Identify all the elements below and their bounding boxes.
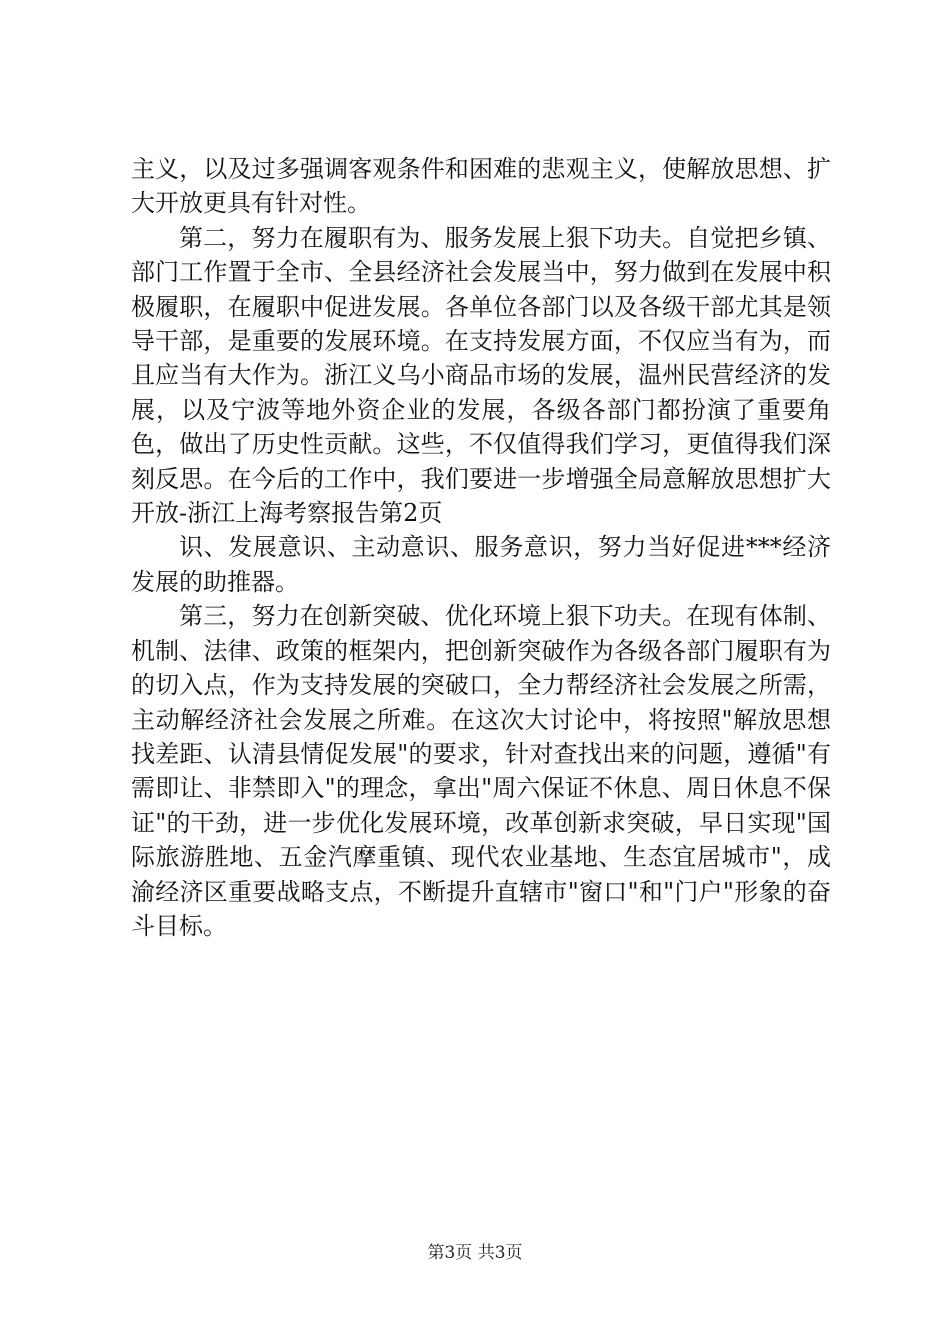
paragraph-continuation: 主义，以及过多强调客观条件和困难的悲观主义，使解放思想、扩大开放更具有针对性。	[131, 155, 831, 218]
paragraph-second-point: 第二，努力在履职有为、服务发展上狠下功夫。自觉把乡镇、部门工作置于全市、全县经济社会发展当中，努力做到在发展中积极履职，在履职中促进发展。各单位各部门以及各级干部尤其是领导干部，是重要的发展环境。在支持发展方面，不仅应当有为，而且应当有大作为。浙江义乌小商品市场的发展，温州民营经济的发展，以及宁波等地外资企业的发展，各级各部门都扮演了重要角色，做出了历史性贡献。这些，不仅值得我们学习，更值得我们深刻反思。在今后的工作中，我们要进一步增强全局意解放思想扩大开放-浙江上海考察报告第2页	[131, 223, 831, 528]
page-number-footer: 第3页 共3页	[427, 1243, 523, 1263]
paragraph-page-break-continuation: 识、发展意识、主动意识、服务意识，努力当好促进***经济发展的助推器。	[131, 533, 831, 596]
paragraph-third-point: 第三，努力在创新突破、优化环境上狠下功夫。在现有体制、机制、法律、政策的框架内，把创新突破作为各级各部门履职有为的切入点，作为支持发展的突破口，全力帮经济社会发展之所需，主动解经济社会发展之所难。在这次大讨论中，将按照"解放思想找差距、认清县情促发展"的要求，针对查找出来的问题，遵循"有需即让、非禁即入"的理念，拿出"周六保证不休息、周日休息不保证"的干劲，进一步优化发展环境，改革创新求突破，早日实现"国际旅游胜地、五金汽摩重镇、现代农业基地、生态宜居城市"，成渝经济区重要战略支点，不断提升直辖市"窗口"和"门户"形象的奋斗目标。	[131, 602, 831, 940]
document-body	[131, 152, 831, 943]
